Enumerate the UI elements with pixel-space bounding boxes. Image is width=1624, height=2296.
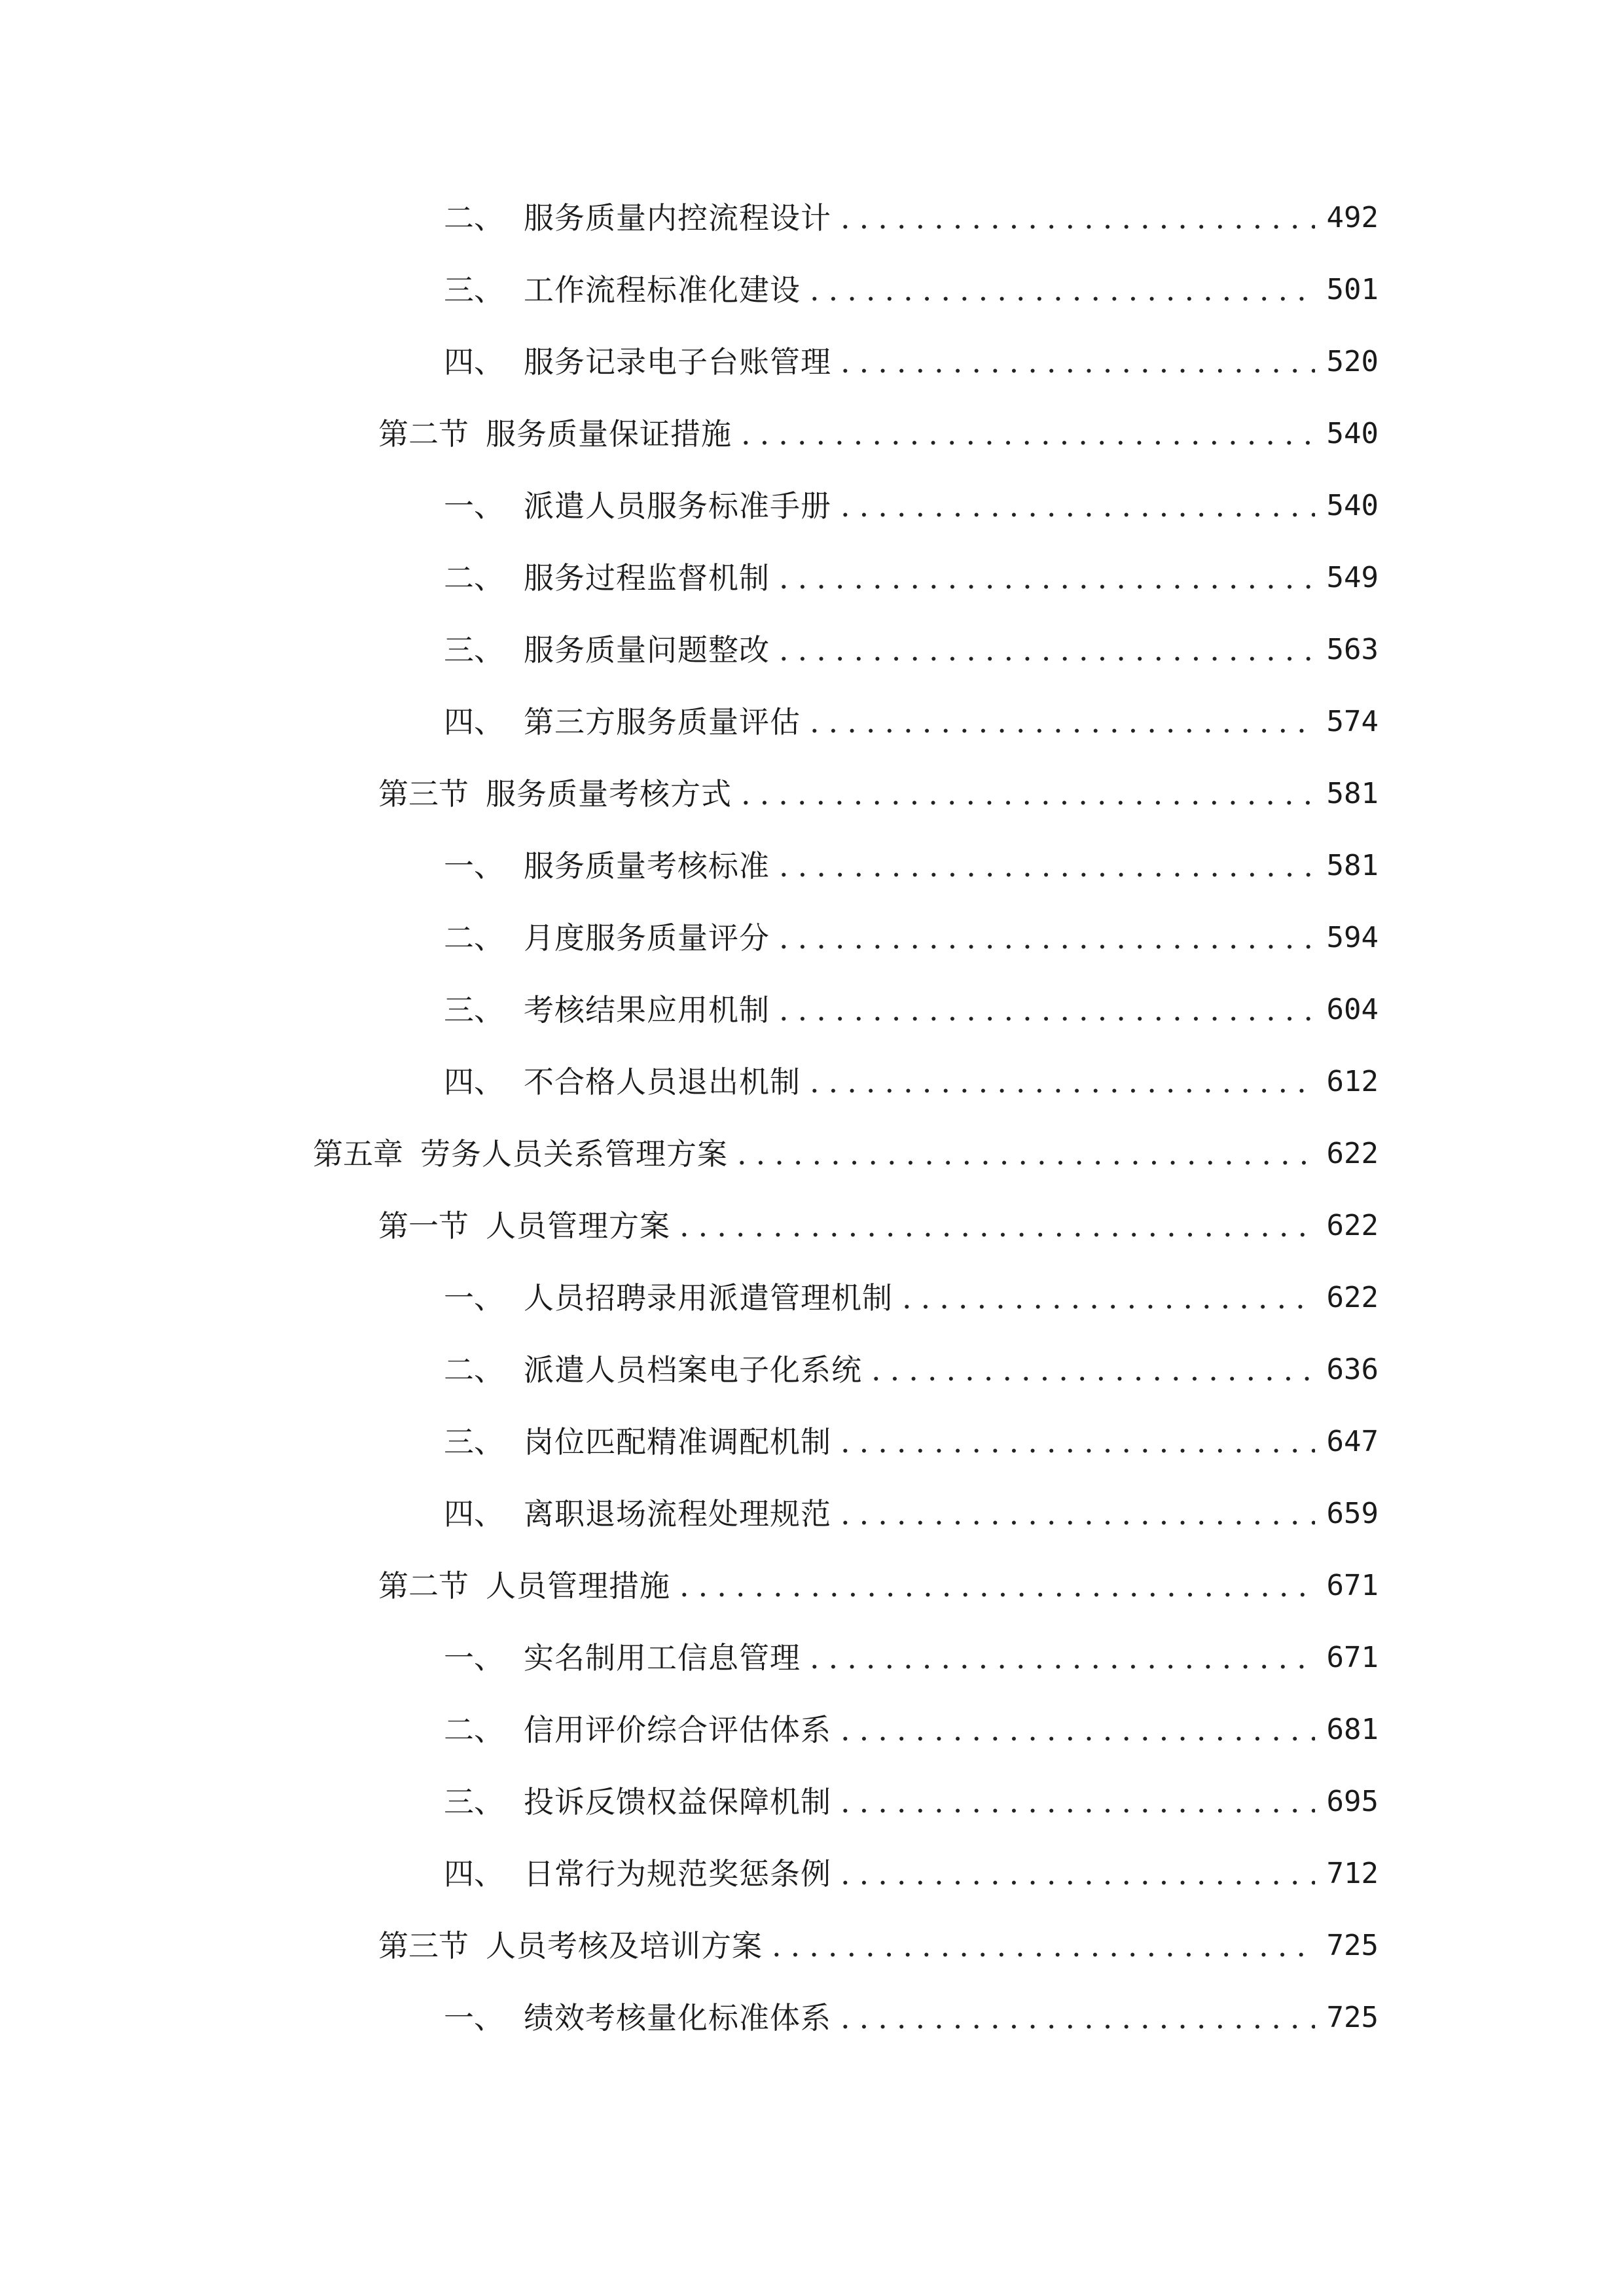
toc-dot-leader [779,542,1315,614]
toc-dot-leader [679,1550,1315,1622]
toc-line-item [444,614,1379,686]
toc-page-number: 636 [1326,1353,1379,1386]
toc-line-item [444,1838,1379,1910]
toc-entry-title: 绩效考核量化标准体系 [524,2000,831,2036]
toc-entry[interactable] [0,1910,1624,1982]
toc-entry-number: 二、 [444,1352,504,1388]
toc-dot-leader [779,902,1315,974]
toc-entry-number: 二、 [444,920,504,956]
toc-entry-number: 四、 [444,704,504,740]
toc-page-number: 725 [1326,1929,1379,1962]
toc-entry-number: 一、 [444,2000,504,2036]
toc-entry-title: 服务过程监督机制 [524,560,770,596]
toc-dot-leader [840,1982,1315,2054]
toc-entry-title: 工作流程标准化建设 [524,272,801,308]
toc-page-number: 574 [1326,705,1379,738]
toc-dot-leader [772,1910,1315,1982]
toc-entry-title: 服务质量内控流程设计 [524,200,831,236]
toc-dot-leader [779,974,1315,1046]
toc-line-item [444,326,1379,398]
toc-line-item [444,1406,1379,1478]
toc-entry-title: 人员管理方案 [486,1208,670,1244]
toc-entry[interactable] [0,1334,1624,1406]
toc-line-item [444,902,1379,974]
toc-entry-title: 不合格人员退出机制 [524,1064,801,1100]
toc-page-number: 540 [1326,489,1379,522]
toc-line-item [444,1766,1379,1838]
toc-dot-leader [840,1694,1315,1766]
toc-dot-leader [902,1262,1315,1334]
toc-line-item [444,182,1379,254]
toc-page-number: 622 [1326,1137,1379,1170]
toc-dot-leader [840,1478,1315,1550]
toc-entry-title: 服务质量保证措施 [486,416,732,452]
toc-dot-leader [871,1334,1315,1406]
toc-line-item [444,830,1379,902]
toc-line-section [378,1550,1379,1622]
toc-entry-number: 第二节 [378,1568,469,1604]
toc-entry-number: 第三节 [378,776,469,812]
toc-entry-number: 一、 [444,848,504,884]
toc-entry-number: 一、 [444,1640,504,1676]
toc-entry-title: 派遣人员服务标准手册 [524,488,831,524]
toc-line-item [444,1334,1379,1406]
toc-entry-number: 第三节 [378,1928,469,1964]
toc-entry[interactable] [0,1982,1624,2054]
toc-entry[interactable] [0,830,1624,902]
toc-dot-leader [741,398,1315,470]
toc-entry-title: 服务质量考核方式 [486,776,732,812]
toc-entry[interactable] [0,254,1624,326]
toc-entry[interactable] [0,1838,1624,1910]
toc-entry[interactable] [0,542,1624,614]
toc-entry-number: 三、 [444,632,504,668]
toc-line-item [444,1982,1379,2054]
toc-page-number: 520 [1326,345,1379,378]
toc-entry-title: 劳务人员关系管理方案 [420,1136,728,1172]
toc-page-number: 563 [1326,633,1379,666]
toc-entry-title: 服务质量问题整改 [524,632,770,668]
toc-line-section [378,398,1379,470]
toc-entry-number: 第五章 [313,1136,403,1172]
toc-dot-leader [679,1190,1315,1262]
toc-page-number: 622 [1326,1281,1379,1314]
toc-dot-leader [840,1766,1315,1838]
toc-dot-leader [741,758,1315,830]
toc-line-item [444,254,1379,326]
toc-entry-number: 四、 [444,1064,504,1100]
toc-entry-number: 四、 [444,344,504,380]
toc-entry-number: 三、 [444,1784,504,1820]
toc-entry[interactable] [0,1118,1624,1190]
toc-dot-leader [840,470,1315,542]
toc-line-section [378,758,1379,830]
toc-dot-leader [810,1046,1315,1118]
toc-entry-number: 第一节 [378,1208,469,1244]
toc-entry-title: 服务记录电子台账管理 [524,344,831,380]
toc-dot-leader [810,254,1315,326]
toc-entry[interactable] [0,1406,1624,1478]
toc-line-section [378,1190,1379,1262]
toc-entry[interactable] [0,974,1624,1046]
toc-entry-title: 离职退场流程处理规范 [524,1496,831,1532]
toc-page-number: 612 [1326,1065,1379,1098]
toc-dot-leader [810,686,1315,758]
toc-entry[interactable] [0,614,1624,686]
toc-entry[interactable] [0,1478,1624,1550]
toc-entry-title: 服务质量考核标准 [524,848,770,884]
toc-page-number: 501 [1326,273,1379,306]
toc-page-number: 671 [1326,1569,1379,1602]
toc-entry-title: 投诉反馈权益保障机制 [524,1784,831,1820]
toc-line-item [444,1622,1379,1694]
toc-entry-number: 四、 [444,1496,504,1532]
toc-dot-leader [737,1118,1315,1190]
toc-page-number: 604 [1326,993,1379,1026]
toc-page-number: 695 [1326,1785,1379,1818]
toc-line-item [444,542,1379,614]
toc-line-item [444,974,1379,1046]
toc-entry-number: 四、 [444,1856,504,1892]
toc-line-item [444,1694,1379,1766]
toc-entry-number: 第二节 [378,416,469,452]
toc-entry-title: 考核结果应用机制 [524,992,770,1028]
toc-line-chapter [313,1118,1379,1190]
toc-dot-leader [810,1622,1315,1694]
toc-page-number: 594 [1326,921,1379,954]
toc-page-number: 622 [1326,1209,1379,1242]
toc-page-number: 581 [1326,777,1379,810]
toc-line-item [444,1262,1379,1334]
toc-entry[interactable] [0,902,1624,974]
toc-line-item [444,1478,1379,1550]
toc-entry-title: 日常行为规范奖惩条例 [524,1856,831,1892]
toc-entry[interactable] [0,1694,1624,1766]
toc-entry-title: 人员考核及培训方案 [486,1928,763,1964]
toc-line-item [444,470,1379,542]
toc-line-item [444,1046,1379,1118]
toc-entry[interactable] [0,1622,1624,1694]
toc-entry[interactable] [0,470,1624,542]
toc-entry[interactable] [0,1190,1624,1262]
toc-line-item [444,686,1379,758]
toc-entry-title: 信用评价综合评估体系 [524,1712,831,1748]
toc-page-number: 647 [1326,1425,1379,1458]
toc-entry-number: 三、 [444,272,504,308]
toc-page-number: 549 [1326,561,1379,594]
toc-entry-number: 一、 [444,1280,504,1316]
toc-entry[interactable] [0,758,1624,830]
toc-entry-title: 派遣人员档案电子化系统 [524,1352,862,1388]
toc-dot-leader [840,182,1315,254]
toc-entry-title: 实名制用工信息管理 [524,1640,801,1676]
toc-page-number: 725 [1326,2001,1379,2034]
toc-entry[interactable] [0,1262,1624,1334]
toc-entry-title: 第三方服务质量评估 [524,704,801,740]
toc-entry[interactable] [0,1550,1624,1622]
toc-entry[interactable] [0,182,1624,254]
toc-dot-leader [779,830,1315,902]
toc-entry[interactable] [0,686,1624,758]
toc-entry[interactable] [0,398,1624,470]
toc-entry-number: 二、 [444,200,504,236]
toc-page-number: 659 [1326,1497,1379,1530]
toc-entry-title: 岗位匹配精准调配机制 [524,1424,831,1460]
toc-entry-title: 人员招聘录用派遣管理机制 [524,1280,893,1316]
toc-page-number: 681 [1326,1713,1379,1746]
toc-entry-number: 二、 [444,560,504,596]
toc-entry-number: 三、 [444,992,504,1028]
toc-line-section [378,1910,1379,1982]
toc-entry[interactable] [0,1046,1624,1118]
toc-page-number: 492 [1326,201,1379,234]
toc-dot-leader [779,614,1315,686]
toc-dot-leader [840,1838,1315,1910]
toc-page-number: 712 [1326,1857,1379,1890]
toc-entry-number: 一、 [444,488,504,524]
toc-entry-title: 人员管理措施 [486,1568,670,1604]
toc-entry[interactable] [0,326,1624,398]
toc-entry-number: 二、 [444,1712,504,1748]
toc-dot-leader [840,1406,1315,1478]
toc-entry-number: 三、 [444,1424,504,1460]
toc-entry[interactable] [0,1766,1624,1838]
toc-page-number: 540 [1326,417,1379,450]
toc-entry-title: 月度服务质量评分 [524,920,770,956]
toc-dot-leader [840,326,1315,398]
toc-page-number: 671 [1326,1641,1379,1674]
toc-page-number: 581 [1326,849,1379,882]
